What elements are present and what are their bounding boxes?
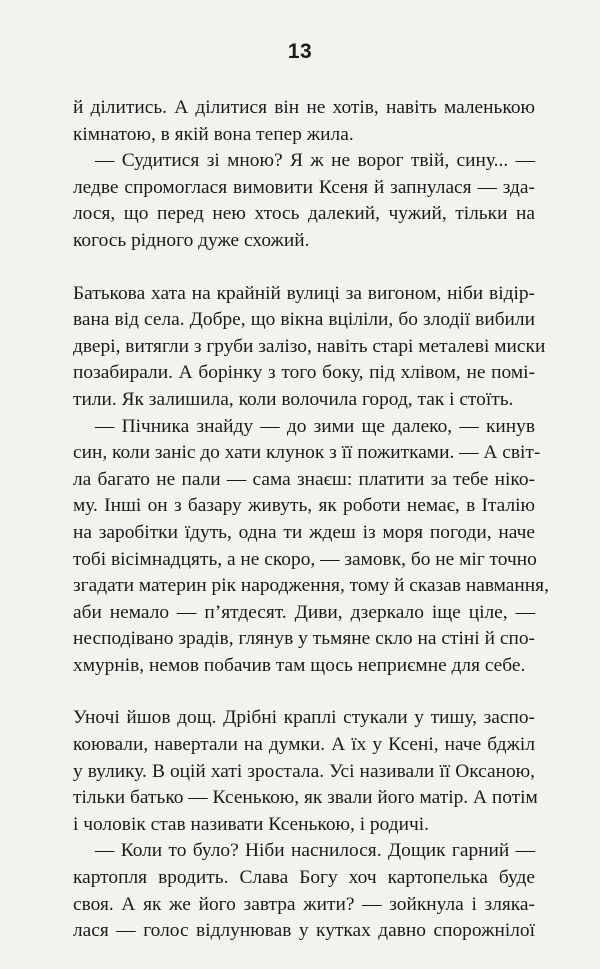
paragraph-gap xyxy=(73,679,535,705)
text-line: ледве спромоглася вимовити Ксеня й запнулася — зда- xyxy=(73,176,535,198)
paragraph-gap xyxy=(73,255,535,281)
text-line: згадати материн рік народження, тому й сказав навмання, xyxy=(73,575,549,597)
text-line: на заробітки їдуть, одна ти ждеш із моря погоди, наче xyxy=(73,521,535,543)
text-line: син, коли заніс до хати клунок з її пожитками. — А світ- xyxy=(73,442,541,464)
text-line: несподівано зрадів, глянув у тьмяне скло на стіні й спо- xyxy=(73,628,535,650)
text-line: ла багато не пали — сама знаєш: платити за тебе ніко- xyxy=(73,468,535,490)
text-line: аби немало — п’ятдесят. Диви, дзеркало іще ціле, — xyxy=(73,601,535,623)
text-line: вана від села. Добре, що вікна вціліли, бо злодії вибили xyxy=(73,309,535,331)
text-line: у вулику. В оцій хаті зростала. Усі називали її Оксаною, xyxy=(73,760,535,782)
text-line: коювали, навертали на думки. А їх у Ксені, наче бджіл xyxy=(73,734,535,756)
text-line: — Коли то було? Ніби наснилося. Дощик гарний — xyxy=(95,840,535,862)
text-line: лася — голос відлунював у кутках давно спорожнілої xyxy=(73,920,535,942)
text-line: Уночі йшов дощ. Дрібні краплі стукали у тишу, заспо- xyxy=(73,707,535,729)
text-line: двері, витягли з груби залізо, навіть старі металеві миски xyxy=(73,335,546,357)
text-line: тили. Як залишила, коли волочила город, так і стоїть. xyxy=(73,388,514,410)
text-line: й ділитись. А ділитися він не хотів, навіть маленькою xyxy=(73,97,535,118)
text-line: Батькова хата на крайній вулиці за вигоном, ніби відір- xyxy=(73,282,535,304)
text-line: тільки батько — Ксенькою, як звали його матір. А потім xyxy=(73,787,538,809)
text-line: тобі вісімнадцять, а не скоро, — замовк, бо не міг точно xyxy=(73,548,537,570)
text-line: картопля вродить. Слава Богу хоч картопелька буде xyxy=(73,867,535,889)
text-line: хмурнів, немов побачив там щось неприємне для себе. xyxy=(73,654,526,676)
page-number: 13 xyxy=(287,40,313,63)
text-line: — Судитися зі мною? Я ж не ворог твій, сину... — xyxy=(95,150,535,172)
page-text xyxy=(73,95,549,945)
text-line: позабирали. А борінку з того боку, під хлівом, не помі- xyxy=(73,362,535,384)
text-line: лося, що перед нею хтось далекий, чужий, тільки на xyxy=(73,203,535,225)
text-line: своя. А як же його завтра жити? — зойкнула і зляка- xyxy=(73,893,535,915)
text-line: кімнатою, в якій вона тепер жила. xyxy=(73,123,354,145)
text-line: му. Інші он з базару живуть, як роботи немає, в Італію xyxy=(73,495,535,517)
text-line: — Пічника знайду — до зими ще далеко, — кинув xyxy=(95,415,535,437)
text-line: і чоловік став називати Ксенькою, і родичі. xyxy=(73,813,429,835)
text-line: когось рідного дуже схожий. xyxy=(73,229,310,251)
